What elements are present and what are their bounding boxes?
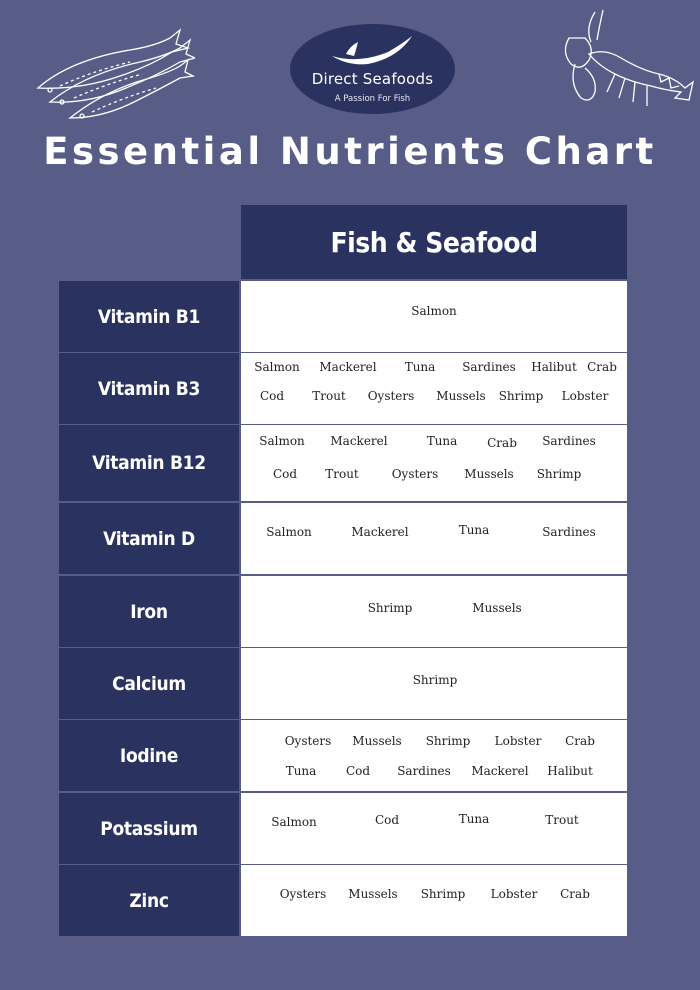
food-item: Shrimp [536, 467, 582, 481]
food-item: Mackerel [319, 360, 377, 374]
food-item: Mussels [464, 467, 514, 481]
foods-cell [241, 720, 627, 791]
table-row [59, 865, 627, 936]
food-item: Cod [272, 467, 298, 481]
nutrient-label: Vitamin B3 [59, 353, 239, 424]
foods-cell [241, 503, 627, 574]
food-item: Crab [487, 436, 517, 450]
food-item: Mussels [348, 887, 398, 901]
food-item: Salmon [271, 815, 317, 829]
food-item: Lobster [494, 734, 542, 748]
food-item: Cod [374, 813, 400, 827]
food-item: Oysters [279, 887, 327, 901]
food-item: Lobster [561, 389, 609, 403]
food-item: Halibut [531, 360, 577, 374]
food-item: Trout [325, 467, 359, 481]
foods-cell [241, 425, 627, 501]
food-item: Shrimp [412, 673, 458, 687]
table-row [59, 648, 627, 719]
food-item: Mackerel [351, 525, 409, 539]
food-item: Mackerel [471, 764, 529, 778]
brand-name: Direct Seafoods [311, 70, 434, 88]
table-row [59, 425, 627, 501]
food-item: Tuna [404, 360, 436, 374]
food-item: Halibut [547, 764, 593, 778]
food-item: Sardines [542, 525, 596, 539]
nutrient-label: Vitamin B1 [59, 281, 239, 352]
foods-cell [241, 793, 627, 864]
food-item: Oysters [284, 734, 332, 748]
table-row [59, 720, 627, 791]
food-item: Cod [345, 764, 371, 778]
foods-cell [241, 576, 627, 647]
brand-logo[interactable] [290, 24, 455, 114]
sardines-illustration-icon [30, 10, 195, 130]
food-item: Sardines [462, 360, 516, 374]
food-item: Trout [545, 813, 579, 827]
food-item: Mackerel [330, 434, 388, 448]
table-row [59, 793, 627, 864]
nutrient-label: Calcium [59, 648, 239, 719]
food-item: Crab [560, 887, 590, 901]
food-item: Lobster [490, 887, 538, 901]
nutrient-label: Vitamin D [59, 503, 239, 574]
food-item: Sardines [542, 434, 596, 448]
foods-cell [241, 281, 627, 352]
food-item: Mussels [436, 389, 486, 403]
nutrient-label: Iodine [59, 720, 239, 791]
food-item: Crab [587, 360, 617, 374]
food-item: Tuna [458, 812, 490, 826]
table-row [59, 576, 627, 647]
food-item: Mussels [472, 601, 522, 615]
food-item: Tuna [285, 764, 317, 778]
food-item: Shrimp [367, 601, 413, 615]
food-item: Shrimp [420, 887, 466, 901]
nutrient-label: Potassium [59, 793, 239, 864]
food-item: Tuna [458, 523, 490, 537]
food-item: Trout [312, 389, 346, 403]
food-item: Sardines [397, 764, 451, 778]
food-item: Salmon [266, 525, 312, 539]
food-item: Salmon [411, 304, 457, 318]
food-item: Shrimp [498, 389, 544, 403]
food-item: Salmon [254, 360, 300, 374]
food-item: Salmon [259, 434, 305, 448]
nutrient-label: Zinc [59, 865, 239, 936]
brand-tagline: A Passion For Fish [334, 94, 411, 104]
nutrient-label: Iron [59, 576, 239, 647]
lobster-illustration-icon [555, 8, 695, 118]
food-item: Shrimp [425, 734, 471, 748]
table-row [59, 503, 627, 574]
food-item: Oysters [367, 389, 415, 403]
column-header: Fish & Seafood [241, 205, 627, 279]
table-row [59, 353, 627, 424]
foods-cell [241, 865, 627, 936]
nutrient-label: Vitamin B12 [59, 425, 239, 501]
food-item: Mussels [352, 734, 402, 748]
table-row [59, 281, 627, 352]
page-title: Essential Nutrients Chart [43, 130, 657, 173]
foods-cell [241, 353, 627, 424]
foods-cell [241, 648, 627, 719]
food-item: Cod [259, 389, 285, 403]
food-item: Tuna [426, 434, 458, 448]
food-item: Oysters [391, 467, 439, 481]
fish-fin-logo-icon [328, 34, 416, 68]
food-item: Crab [565, 734, 595, 748]
